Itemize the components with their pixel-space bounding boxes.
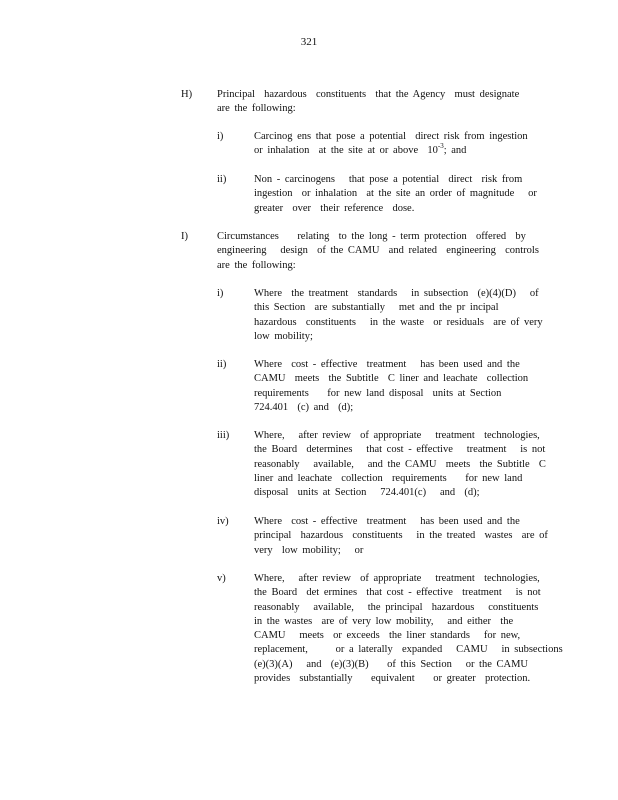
item-i-v-text: Where, after review of appropriate treatment technologies, the Board det ermines that cost - effective treatment is not reasonably available, the principal hazardous constituents in the wastes are of very low mobility, and either the CAMU meets or exceeds the liner standards for new, replacement, or a laterally expanded CAMU in subsections (e)(3)(A) and (e)(3)(B) of this Section or the CAMU provides substantially equivalent or greater protection. xyxy=(254,573,563,685)
exponent: -3 xyxy=(437,142,444,151)
item-i-iii-label: iii) xyxy=(217,430,230,441)
item-h-ii-text: Non - carcinogens that pose a potential direct risk from ingestion or inhalation at the site an order of magnitude or greater over their reference dose. xyxy=(254,174,537,214)
item-i-i-text: Where the treatment standards in subsection (e)(4)(D) of this Section are substantially met and the pr incipal hazardous constituents in the waste or residuals are of very low mobility; xyxy=(254,288,543,342)
item-i-text: Circumstances relating to the long - term protection offered by engineering design of the CAMU and related engineering controls are the following: xyxy=(217,231,539,271)
item-i-i-label: i) xyxy=(217,288,224,299)
item-i-iii-text: Where, after review of appropriate treatment technologies, the Board determines that cost - effective treatment is not reasonably available, and the CAMU meets the Subtitle C liner and leachate collection requirements for new land disposal units at Section 724.401(c) and (d); xyxy=(254,430,546,499)
item-h-label: H) xyxy=(181,89,193,100)
item-i-ii-label: ii) xyxy=(217,359,227,370)
item-i-iv-label: iv) xyxy=(217,516,229,527)
item-h-i-text: Carcinog ens that pose a potential direct risk from ingestion or inhalation at the site at or above $10^{-3}$; and xyxy=(254,131,528,157)
item-i-iv-text: Where cost - effective treatment has been used and the principal hazardous constituents in the treated wastes are of very low mobility; or xyxy=(254,516,548,556)
item-i-ii-text: Where cost - effective treatment has been used and the CAMU meets the Subtitle C liner and leachate collection requirements for new land disposal units at Section 724.401 (c) and (d); xyxy=(254,359,529,413)
page-number: 321 xyxy=(300,36,318,48)
item-h-ii-label: ii) xyxy=(217,174,227,185)
item-i-label: I) xyxy=(181,231,188,242)
item-i-v-label: v) xyxy=(217,573,226,584)
item-h-text: Principal hazardous constituents that the Agency must designate are the following: xyxy=(217,89,520,115)
item-h-i-label: i) xyxy=(217,131,224,142)
